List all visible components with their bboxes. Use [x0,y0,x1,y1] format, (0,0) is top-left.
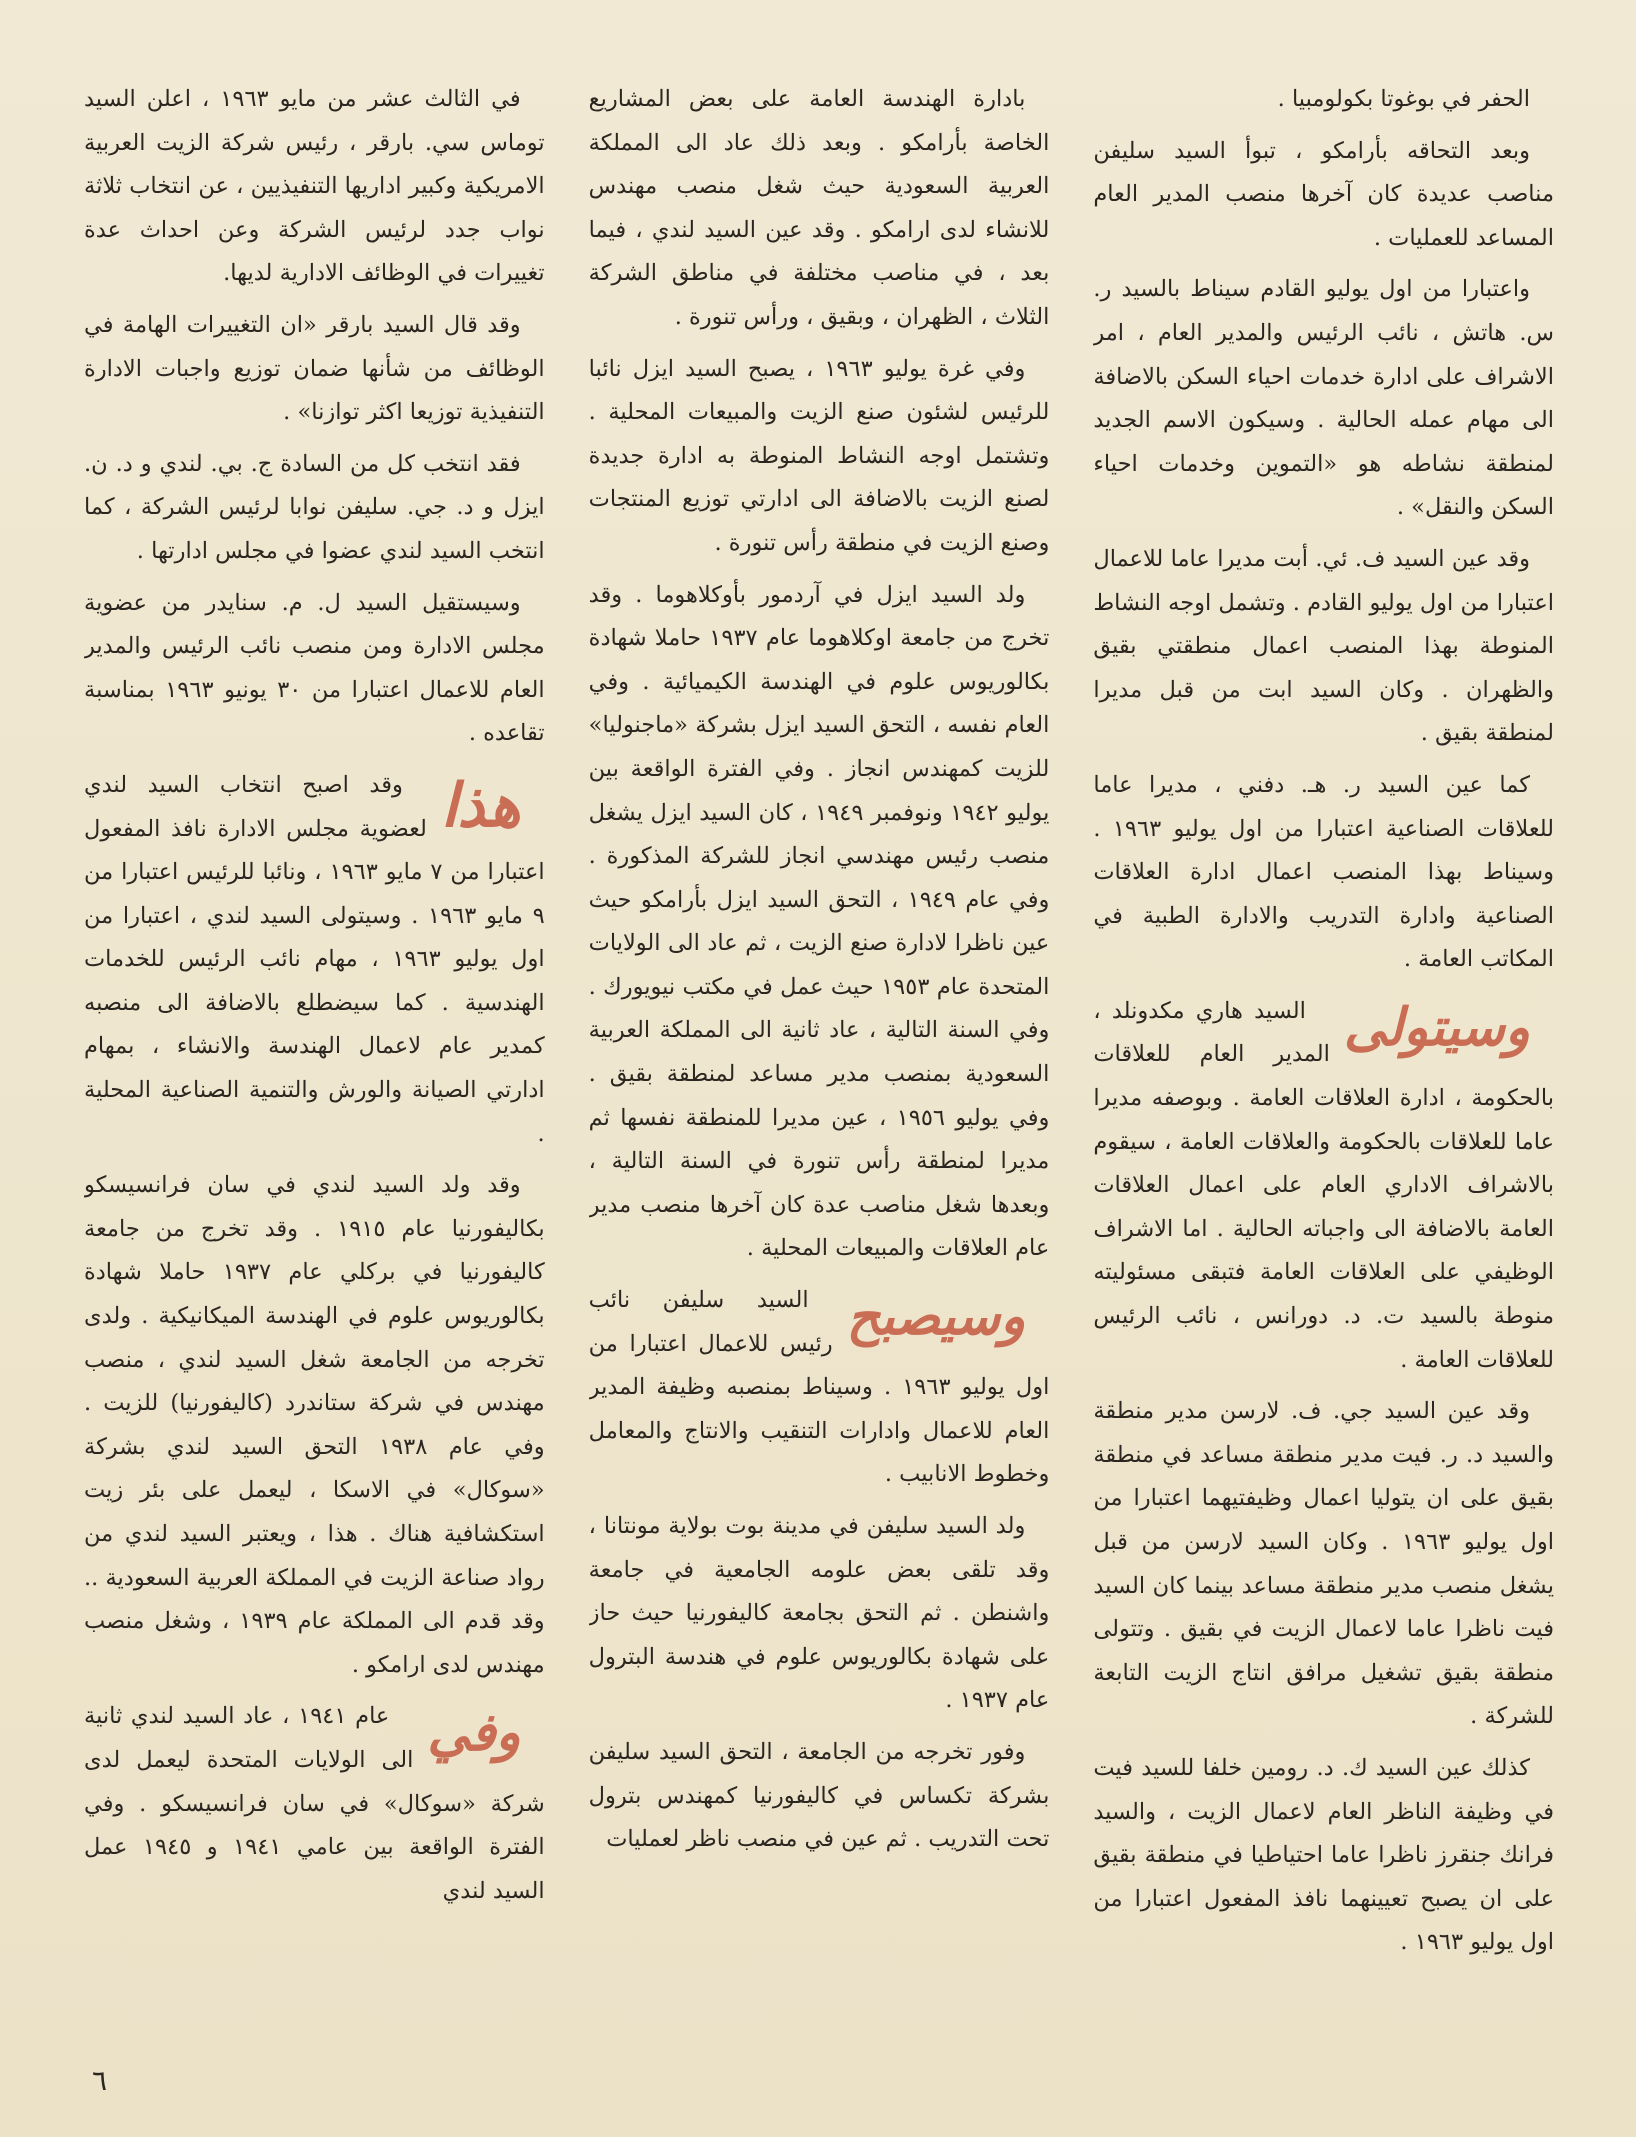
paragraph-text: السيد هاري مكدونلد ، المدير العام للعلاقات بالحكومة ، ادارة العلاقات العامة . وبوصفه مديرا عاما للعلاقات بالحكومة والعلاقات العامة ، سيقوم بالاشراف الاداري العام على اعمال العلاقات العامة بالاضافة الى واجباته الحالية . اما الاشراف الوظيفي على العلاقات العامة فتبقى مسئوليته منوطة بالسيد ت. د. دورانس ، نائب الرئيس للعلاقات العامة . [1093,997,1555,1373]
article-paragraph [84,764,545,1156]
paragraph-text: وقد قال السيد بارقر «ان التغييرات الهامة في الوظائف من شأنها ضمان توزيع واجبات الادارة التنفيذية توزيعا اكثر توازنا» . [84,311,545,426]
paragraph-text: فقد انتخب كل من السادة ج. بي. لندي و د. ن. ايزل و د. جي. سليفن نوابا لرئيس الشركة ، كما انتخب السيد لندي عضوا في مجلس ادارتها . [84,450,545,564]
drop-cap-word: وسيتولى [1343,996,1531,1058]
page-number: ٦ [92,2064,108,2097]
paragraph-text: كذلك عين السيد ك. د. رومين خلفا للسيد فيت في وظيفة الناظر العام لاعمال الزيت ، والسيد فرانك جنقرز ناظرا عاما احتياطيا في منطقة بقيق على ان يصبح تعيينهما نافذ المفعول اعتبارا من اول يوليو ١٩٦٣ . [1093,1754,1555,1956]
paragraph-text: ولد السيد ايزل في آردمور بأوكلاهوما . وقد تخرج من جامعة اوكلاهوما عام ١٩٣٧ حاملا شهادة بكالوريوس علوم في الهندسة الكيميائية . وفي العام نفسه ، التحق السيد ايزل بشركة «ماجنوليا» للزيت كمهندس انجاز . وفي الفترة الواقعة بين يوليو ١٩٤٢ ونوفمبر ١٩٤٩ ، كان السيد ايزل يشغل منصب رئيس مهندسي انجاز للشركة المذكورة . وفي عام ١٩٤٩ ، التحق السيد ايزل بأرامكو حيث عين ناظرا لادارة صنع الزيت ، ثم عاد الى الولايات المتحدة عام ١٩٥٣ حيث عمل في مكتب نيويورك . وفي السنة التالية ، عاد ثانية الى المملكة العربية السعودية بمنصب مدير مساعد لمنطقة بقيق . وفي يوليو ١٩٥٦ ، عين مديرا للمنطقة نفسها ثم مديرا لمنطقة رأس تنورة في السنة التالية ، وبعدها شغل مناصب عدة كان آخرها منصب مدير عام العلاقات والمبيعات المحلية . [588,581,1050,1262]
drop-cap-word: وسيصبح [846,1286,1026,1348]
paragraph-text: كما عين السيد ر. هـ. دفني ، مديرا عاما للعلاقات الصناعية اعتبارا من اول يوليو ١٩٦٣ . وسيناط بهذا المنصب اعمال ادارة العلاقات الصناعية وادارة التدريب والادارة الطبية في المكاتب العامة . [1093,771,1555,973]
paragraph-text: الحفر في بوغوتا بكولومبيا . [1277,86,1531,112]
article-paragraph [1093,130,1554,261]
column-middle [589,78,1050,2038]
paragraph-text: في الثالث عشر من مايو ١٩٦٣ ، اعلن السيد توماس سي. بارقر ، رئيس شركة الزيت العربية الامريكية وكبير اداريها التنفيذيين ، عن انتخاب ثلاثة نواب جدد لرئيس الشركة وعن احداث عدة تغييرات في الوظائف الادارية لديها. [84,86,545,287]
paragraph-text: وفي غرة يوليو ١٩٦٣ ، يصبح السيد ايزل نائبا للرئيس لشئون صنع الزيت والمبيعات المحلية . وتشتمل اوجه النشاط المنوطة به ادارة جديدة لصنع الزيت بالاضافة الى ادارتي توزيع المنتجات وصنع الزيت في منطقة رأس تنورة . [588,355,1050,556]
article-paragraph [589,1279,1050,1497]
article-paragraph [84,1164,545,1687]
paragraph-text: السيد سليفن نائب رئيس للاعمال اعتبارا من اول يوليو ١٩٦٣ . وسيناط بمنصبه وظيفة المدير العام للاعمال وادارات التنقيب والانتاج والمعامل وخطوط الانابيب . [588,1287,1050,1488]
article-paragraph [589,574,1050,1272]
article-paragraph [84,304,545,435]
article-paragraph [84,582,545,756]
article-paragraph [589,1505,1050,1723]
article-paragraph [1093,1390,1554,1739]
article-paragraph [84,78,545,296]
paragraph-text: وقد ولد السيد لندي في سان فرانسيسكو بكاليفورنيا عام ١٩١٥ . وقد تخرج من جامعة كاليفورنيا في بركلي عام ١٩٣٧ حاملا شهادة بكالوريوس علوم في الهندسة الميكانيكية . ولدى تخرجه من الجامعة شغل السيد لندي ، منصب مهندس في شركة ستاندرد (كاليفورنيا) للزيت . وفي عام ١٩٣٨ التحق السيد لندي بشركة «سوكال» في الاسكا ، ليعمل على بئر زيت استكشافية هناك . هذا ، ويعتبر السيد لندي من رواد صناعة الزيت في المملكة العربية السعودية .. وقد قدم الى المملكة عام ١٩٣٩ ، وشغل منصب مهندس لدى ارامكو . [84,1172,545,1678]
article-paragraph [1093,78,1554,122]
paragraph-text: وقد عين السيد جي. ف. لارسن مدير منطقة والسيد د. ر. فيت مدير منطقة مساعد في منطقة بقيق على ان يتوليا اعمال وظيفتيهما اعتبارا من اول يوليو ١٩٦٣ . وكان السيد لارسن من قبل يشغل منصب مدير منطقة مساعد بينما كان السيد فيت ناظرا عاما لاعمال الزيت في بقيق . وتتولى منطقة بقيق تشغيل مرافق انتاج الزيت التابعة للشركة . [1093,1398,1555,1730]
paragraph-text: واعتبارا من اول يوليو القادم سيناط بالسيد ر. س. هاتش ، نائب الرئيس والمدير العام ، امر الاشراف على ادارة خدمات احياء السكن بالاضافة الى مهام عمله الحالية . وسيكون الاسم الجديد لمنطقة نشاطه هو «التموين وخدمات احياء السكن والنقل» . [1093,276,1555,521]
paragraph-text: بادارة الهندسة العامة على بعض المشاريع الخاصة بأرامكو . وبعد ذلك عاد الى المملكة العربية السعودية حيث شغل منصب مهندس للانشاء لدى ارامكو . وقد عين السيد لندي ، فيما بعد ، في مناصب مختلفة في مناطق الشركة الثلاث ، الظهران ، وبقيق ، ورأس تنورة . [588,86,1050,330]
article-paragraph [589,348,1050,566]
paragraph-text: وقد عين السيد ف. ئي. أبت مديرا عاما للاعمال اعتبارا من اول يوليو القادم . وتشمل اوجه النشاط المنوطة بهذا المنصب اعمال منطقتي بقيق والظهران . وكان السيد ابت من قبل مديرا لمنطقة بقيق . [1093,545,1555,747]
column-left [1093,78,1554,2038]
article-paragraph [589,1731,1050,1862]
article-paragraph [84,443,545,574]
paragraph-text: ولد السيد سليفن في مدينة بوت بولاية مونتانا ، وقد تلقى بعض علومه الجامعية في جامعة واشنطن . ثم التحق بجامعة كاليفورنيا حيث حاز على شهادة بكالوريوس علوم في هندسة البترول عام ١٩٣٧ . [588,1513,1050,1714]
drop-cap-word: هذا [440,770,521,841]
drop-cap-word: وفي [427,1702,521,1764]
article-paragraph [1093,1747,1554,1965]
article-paragraph [1093,538,1554,756]
article-paragraph [84,1695,545,1913]
article-paragraph [1093,268,1554,530]
article-paragraph [589,78,1050,340]
paragraph-text: وبعد التحاقه بأرامكو ، تبوأ السيد سليفن مناصب عديدة كان آخرها منصب المدير العام المساعد للعمليات . [1093,137,1555,251]
article-paragraph [1093,990,1554,1382]
paragraph-text: وقد اصبح انتخاب السيد لندي لعضوية مجلس الادارة نافذ المفعول اعتبارا من ٧ مايو ١٩٦٣ ، ونائبا للرئيس اعتبارا من ٩ مايو ١٩٦٣ . وسيتولى السيد لندي ، اعتبارا من اول يوليو ١٩٦٣ ، مهام نائب الرئيس للخدمات الهندسية . كما سيضطلع بالاضافة الى منصبه كمدير عام لاعمال الهندسة والانشاء ، بمهام ادارتي الصيانة والورش والتنمية الصناعية المحلية . [84,771,545,1147]
article-paragraph [1093,764,1554,982]
column-right [84,78,545,2038]
paragraph-text: وسيستقيل السيد ل. م. سنايدر من عضوية مجلس الادارة ومن منصب نائب الرئيس والمدير العام للاعمال اعتبارا من ٣٠ يونيو ١٩٦٣ بمناسبة تقاعده . [84,589,545,747]
paragraph-text: عام ١٩٤١ ، عاد السيد لندي ثانية الى الولايات المتحدة ليعمل لدى شركة «سوكال» في سان فرانسيسكو . وفي الفترة الواقعة بين عامي ١٩٤١ و ١٩٤٥ عمل السيد لندي [84,1703,545,1904]
article-columns [84,78,1554,2038]
paragraph-text: وفور تخرجه من الجامعة ، التحق السيد سليفن بشركة تكساس في كاليفورنيا كمهندس بترول تحت التدريب . ثم عين في منصب ناظر لعمليات [588,1738,1050,1853]
